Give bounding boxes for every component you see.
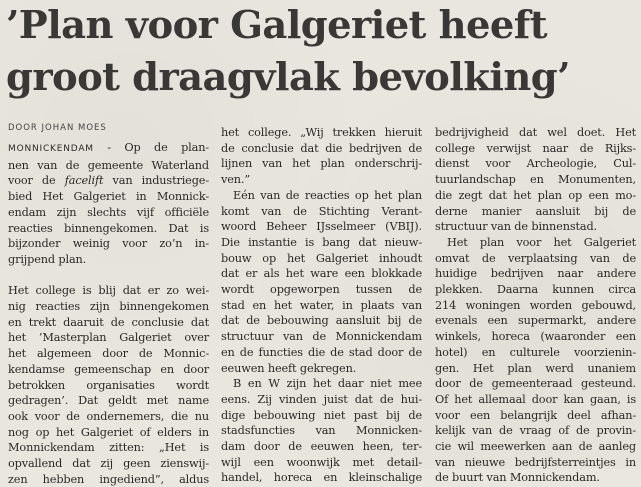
paragraph-7: [435, 235, 636, 486]
text-line: betrokken organisaties wordt: [8, 378, 209, 392]
text-line: grijpend plan.: [8, 252, 87, 266]
text-line: de conclusie dat die bedrijven de: [221, 141, 422, 155]
text-line: de buurt van Monnickendam.: [435, 471, 600, 485]
paragraph-2: [8, 283, 209, 487]
text-segment: voor de: [8, 174, 65, 188]
text-line: Het plan voor het Galgeriet: [447, 235, 636, 249]
text-line: eeuwen heeft gekregen.: [221, 361, 357, 375]
text-line: wijl een woonwijk met detail-: [221, 455, 422, 469]
text-line: structuur van de Monnickendam: [221, 330, 422, 344]
text-line: college verwijst naar de Rijks-: [435, 141, 636, 155]
column-2: [221, 125, 422, 486]
text-line: opvallend dat zij geen zienswij-: [8, 457, 209, 471]
text-line: bouw op het Galgeriet inhoudt: [221, 251, 422, 265]
text-line: Of het allemaal door kan gaan, is: [435, 392, 636, 406]
paragraph-intro: [8, 140, 209, 268]
text-line: Die instantie is bang dat nieuw-: [221, 235, 422, 249]
text-line: B en W zijn het daar niet mee: [233, 377, 422, 391]
text-line: gedragen’. Dat geldt met name: [8, 394, 209, 408]
text-line: bijzonder weinig voor zo’n in-: [8, 237, 209, 251]
text-line: het ’Masterplan Galgeriet over: [8, 331, 209, 345]
headline: [6, 0, 636, 104]
text-line: het algemeen door de Monnic-: [8, 347, 209, 361]
text-line: gen. Het plan werd unaniem: [435, 361, 636, 375]
paragraph-4: [221, 188, 422, 376]
emphasis-facelift: facelift: [64, 174, 104, 188]
text-line: evenals een supermarkt, andere: [435, 314, 636, 328]
text-line: structuur van de binnenstad.: [435, 220, 597, 234]
text-line: cie wil meewerken aan de aanleg: [435, 440, 636, 454]
text-line: winkels, horeca (waaronder een: [435, 330, 636, 344]
text-line: stadsfuncties van Monnicken-: [221, 424, 422, 438]
text-line: komt van de Stichting Verant-: [221, 204, 422, 218]
text-line: dienst voor Archeologie, Cul-: [435, 157, 636, 171]
headline-line-2: groot draagvlak bevolking’: [6, 55, 570, 100]
paragraph-3: [221, 125, 422, 188]
text-line: zen hebben ingediend”, aldus: [8, 472, 209, 486]
text-line: eens. Zij vinden juist dat de hui-: [221, 392, 422, 406]
paragraph-6: [435, 125, 636, 235]
text-line: bied Het Galgeriet in Monnick-: [8, 190, 209, 204]
column-3: [435, 125, 636, 486]
text-line: wordt opgeworpen tussen de: [221, 283, 422, 297]
text-line: dige bebouwing niet past bij de: [221, 408, 422, 422]
text-line: nog op het Galgeriet of elders in: [8, 425, 209, 439]
text-line: Monnickendam zitten: „Het is: [8, 441, 209, 455]
text-line: nig reacties zijn binnengekomen: [8, 300, 209, 314]
text-line: handel, horeca en kleinschalige: [221, 471, 422, 485]
text-line: lijnen van het plan onderschrij-: [221, 157, 422, 171]
text-line: Eén van de reacties op het plan: [233, 188, 422, 202]
paragraph-5: [221, 376, 422, 486]
headline-line-1: ’Plan voor Galgeriet heeft: [6, 3, 547, 48]
text-line: omvat de verplaatsing van de: [435, 251, 636, 265]
text-line-content: - Op de plan-: [93, 141, 209, 154]
text-line: stad en het water, in plaats van: [221, 298, 422, 312]
text-line: voor een belangrijk deel afhan-: [435, 408, 636, 422]
text-segment: van industriege-: [103, 174, 209, 188]
text-line: Het college is blij dat er zo wei-: [8, 284, 209, 298]
text-line: en de functies die de stad door de: [221, 345, 422, 359]
text-line: endam zijn slechts vijf officiële: [8, 205, 209, 219]
text-line: reacties binnengekomen. Dat is: [8, 221, 209, 235]
text-line: derne manier aansluit bij de: [435, 204, 636, 218]
text-line: dam door de eeuwen heen, ter-: [221, 440, 422, 454]
text-line: dat er als het ware een blokkade: [221, 267, 422, 281]
text-line: tuurlandschap en Monumenten,: [435, 173, 636, 187]
text-line: dat de bebouwing aansluit bij de: [221, 314, 422, 328]
text-line: ook voor de ondernemers, die nu: [8, 409, 209, 423]
text-line: hotel) en culturele voorzienin-: [435, 345, 636, 359]
column-1: [8, 140, 209, 487]
text-line: woord Beheer IJsselmeer (VBIJ).: [221, 220, 422, 234]
text-line: [8, 173, 209, 189]
text-line: plekken. Daarna kunnen circa: [435, 283, 636, 297]
text-line: kelijk van de vraag of de provin-: [435, 424, 636, 438]
text-line: van nieuwe bedrijfsterreintjes in: [435, 455, 636, 469]
text-line: die zegt dat het plan op een mo-: [435, 188, 636, 202]
text-line: ven.”: [221, 173, 250, 187]
text-line: huidige bedrijven naar andere: [435, 267, 636, 281]
byline: DOOR JOHAN MOES: [8, 123, 107, 133]
text-line: het college. „Wij trekken hieruit: [221, 126, 422, 139]
text-line: kendamse gemeenschap en door: [8, 362, 209, 376]
dateline: MONNICKENDAM: [8, 144, 94, 154]
text-line: [8, 140, 209, 158]
text-line: 214 woningen worden gebouwd,: [435, 298, 636, 312]
text-line: door de gemeenteraad gesteund.: [435, 377, 636, 391]
text-line: en trekt daaruit de conclusie dat: [8, 315, 209, 329]
text-line: nen van de gemeente Waterland: [8, 158, 209, 172]
text-line: bedrijvigheid dat wel doet. Het: [435, 126, 636, 139]
